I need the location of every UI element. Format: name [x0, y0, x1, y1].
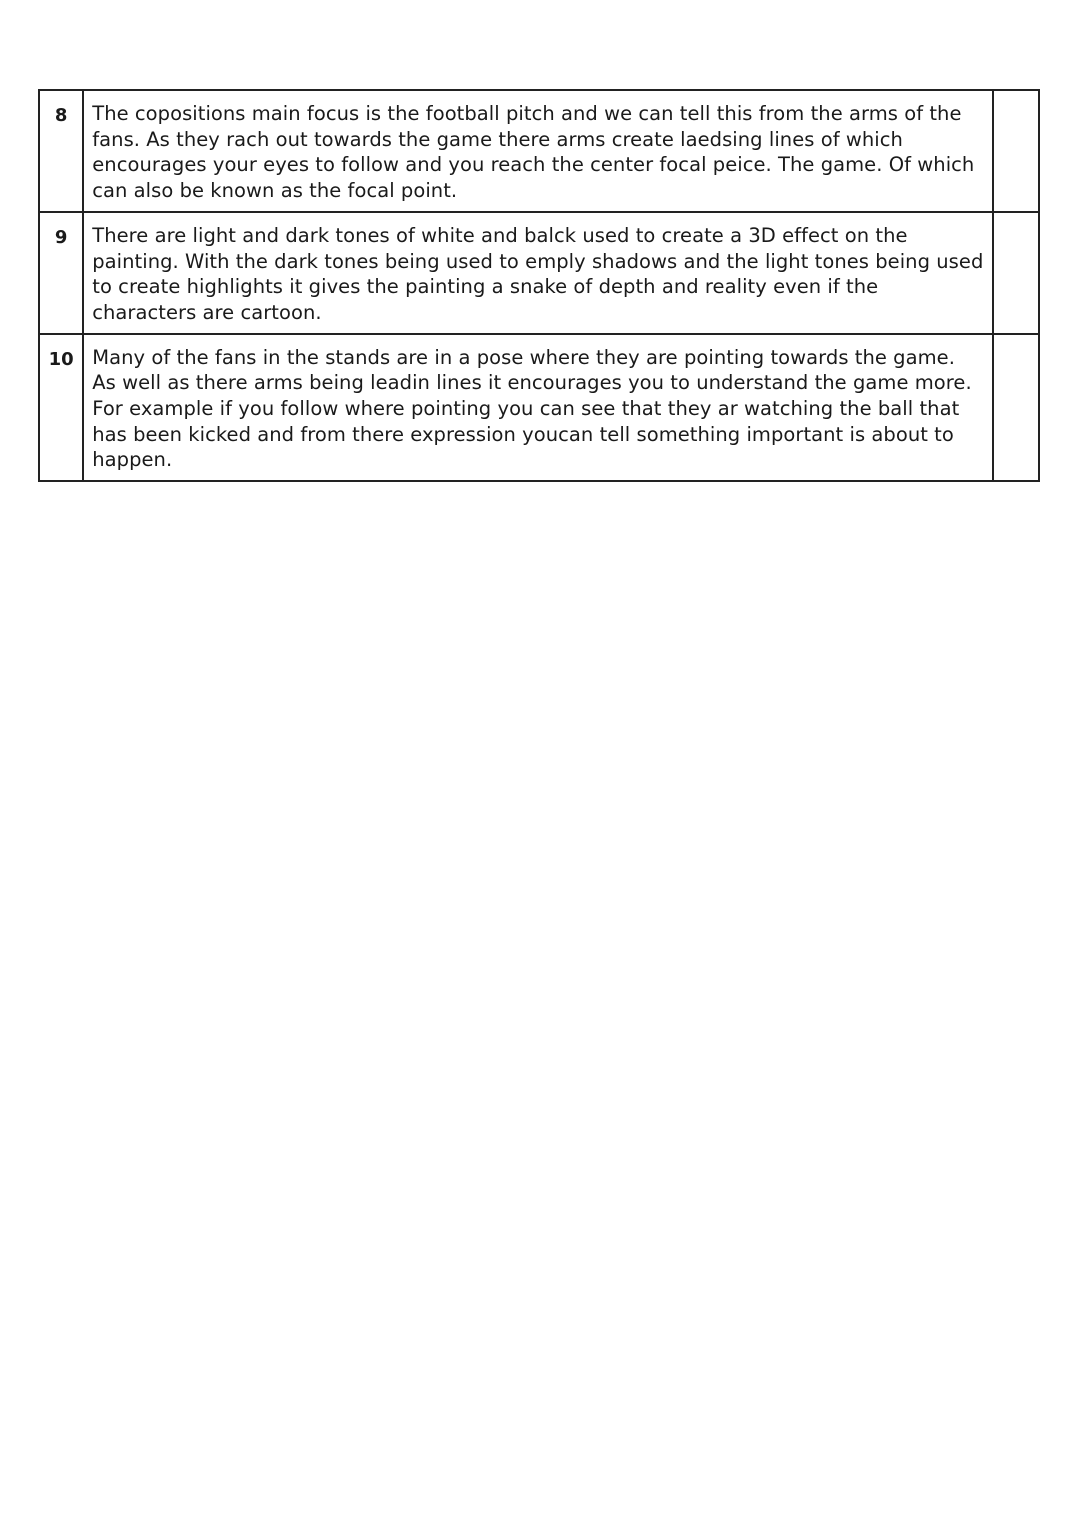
answer-text: There are light and dark tones of white and balck used to create a 3D effect on the painting. With the dark tones being used to emply shadows and the light tones being used to create highlights it gives the painting a snake of depth and reality even if the characters are cartoon. [83, 212, 992, 334]
question-number: 10 [39, 334, 83, 482]
table-row [39, 212, 1039, 334]
mark-cell [993, 212, 1039, 334]
answer-text: The copositions main focus is the football pitch and we can tell this from the arms of the fans. As they rach out towards the game there arms create laedsing lines of which encourages your eyes to follow and you reach the center focal peice. The game. Of which can also be known as the focal point. [83, 90, 992, 212]
question-number: 9 [39, 212, 83, 334]
question-number: 8 [39, 90, 83, 212]
answer-table [38, 89, 1040, 482]
mark-cell [993, 334, 1039, 482]
answer-text: Many of the fans in the stands are in a pose where they are pointing towards the game. As well as there arms being leadin lines it encourages you to understand the game more. For example if you follow where pointing you can see that they ar watching the ball that has been kicked and from there expression youcan tell something important is about to happen. [83, 334, 992, 482]
table-row [39, 334, 1039, 482]
mark-cell [993, 90, 1039, 212]
table-row [39, 90, 1039, 212]
